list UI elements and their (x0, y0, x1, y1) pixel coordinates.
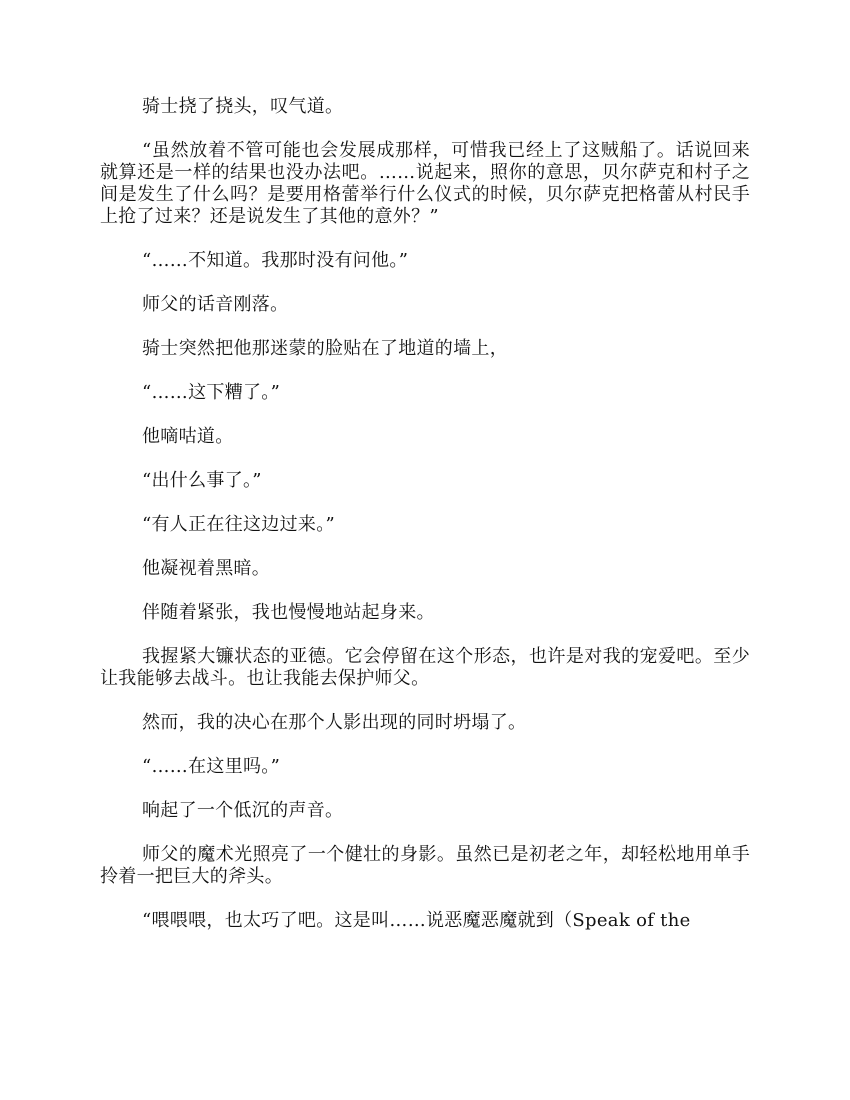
paragraph: 师父的魔术光照亮了一个健壮的身影。虽然已是初老之年，却轻松地用单手拎着一把巨大的斧头。 (100, 844, 750, 887)
body-text (100, 96, 750, 954)
paragraph: 骑士突然把他那迷蒙的脸贴在了地道的墙上， (142, 338, 508, 359)
paragraph: “出什么事了。” (142, 470, 262, 491)
paragraph: 师父的话音刚落。 (142, 294, 289, 315)
paragraph: 骑士挠了挠头，叹气道。 (142, 96, 344, 117)
paragraph: “……不知道。我那时没有问他。” (142, 250, 409, 271)
paragraph: 我握紧大镰状态的亚德。它会停留在这个形态，也许是对我的宠爱吧。至少让我能够去战斗。也让我能去保护师父。 (100, 646, 750, 689)
paragraph: 伴随着紧张，我也慢慢地站起身来。 (142, 602, 435, 623)
paragraph: “有人正在往这边过来。” (142, 514, 336, 535)
paragraph: 他嘀咕道。 (142, 426, 234, 447)
paragraph: “喂喂喂，也太巧了吧。这是叫……说恶魔恶魔就到（Speak of the (142, 910, 691, 931)
paragraph: 他凝视着黑暗。 (142, 558, 271, 579)
paragraph: “……在这里吗。” (142, 756, 281, 777)
paragraph: “……这下糟了。” (142, 382, 281, 403)
paragraph: 然而，我的决心在那个人影出现的同时坍塌了。 (142, 712, 527, 733)
paragraph: 响起了一个低沉的声音。 (142, 800, 344, 821)
paragraph: “虽然放着不管可能也会发展成那样，可惜我已经上了这贼船了。话说回来就算还是一样的结果也没办法吧。……说起来，照你的意思，贝尔萨克和村子之间是发生了什么吗？是要用格蕾举行什么仪式的时候，贝尔萨克把格蕾从村民手上抢了过来？还是说发生了其他的意外？” (100, 140, 750, 227)
